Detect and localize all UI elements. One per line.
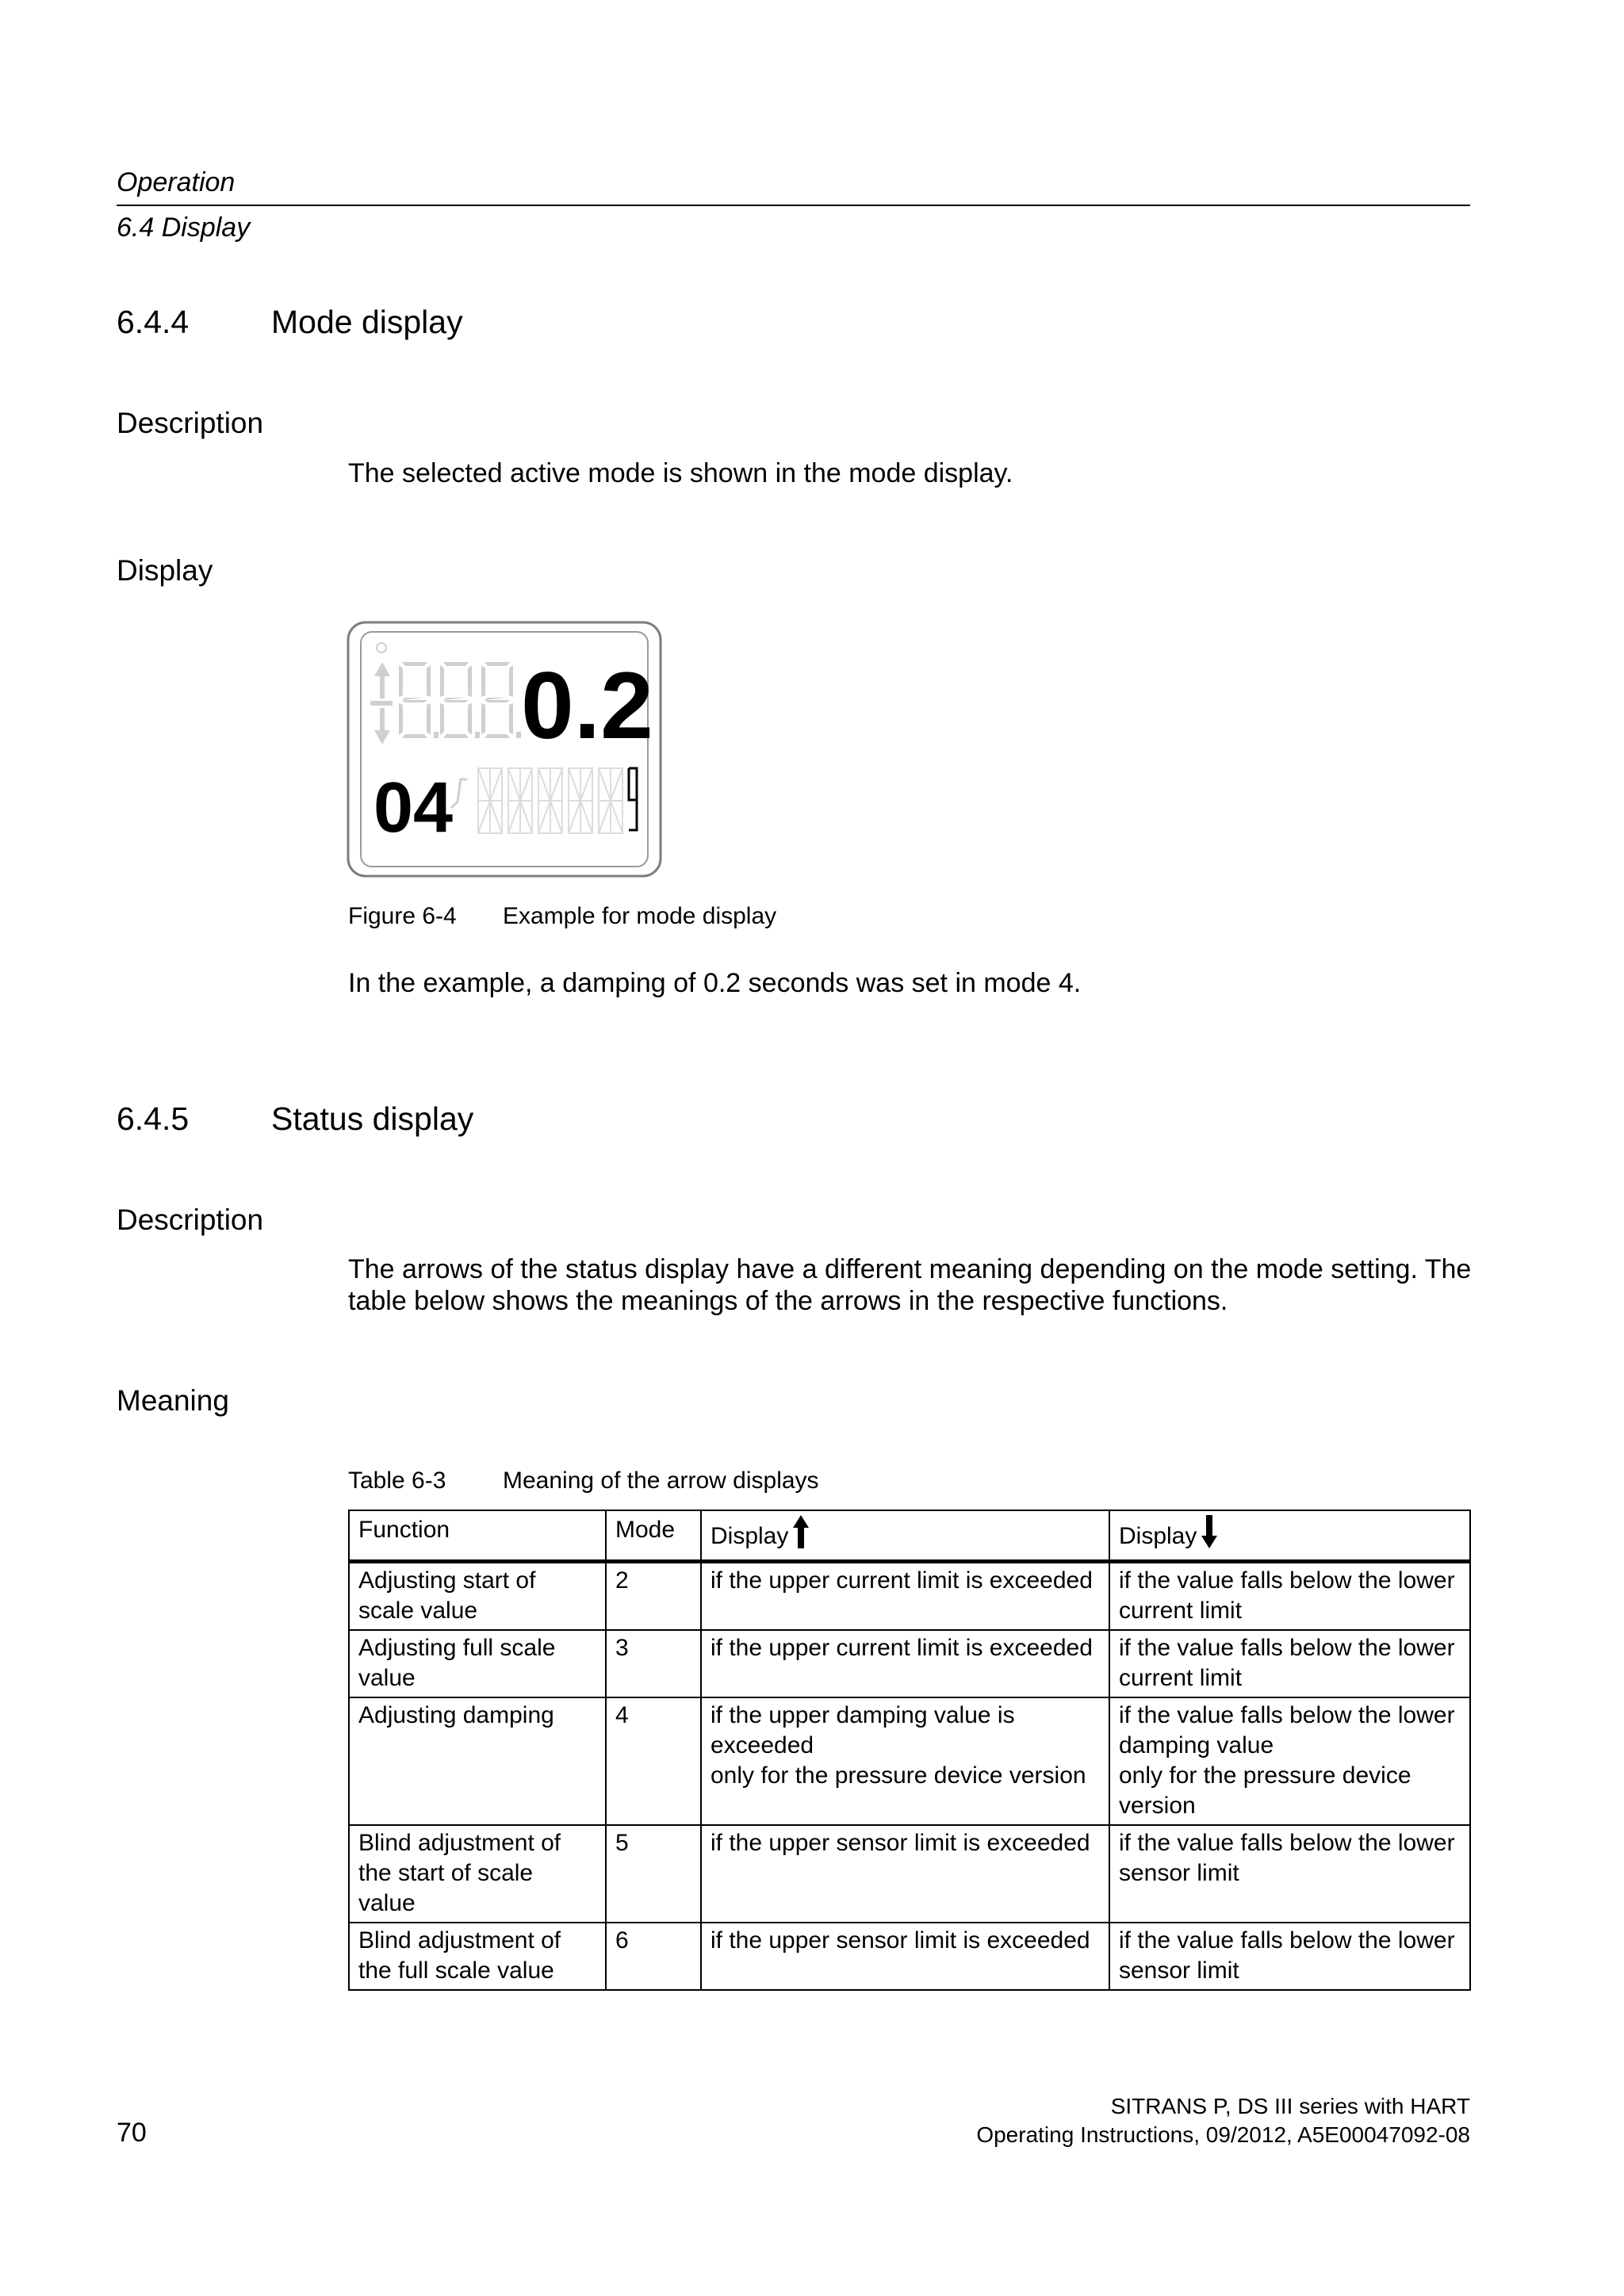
header-rule xyxy=(117,205,1470,206)
cell-display-up-line: if the upper current limit is exceeded xyxy=(710,1635,1093,1661)
cell-function-line: Adjusting damping xyxy=(358,1702,554,1728)
cell-display-down-line: version xyxy=(1119,1793,1196,1819)
cell-display-down-line: sensor limit xyxy=(1119,1860,1239,1886)
table-row xyxy=(349,1697,1470,1825)
cell-display-down xyxy=(1109,1923,1470,1990)
section-title: Mode display xyxy=(271,304,463,340)
lcd-mode-display-figure xyxy=(347,621,662,878)
cell-mode: 5 xyxy=(606,1825,701,1923)
cell-function-line: the full scale value xyxy=(358,1957,554,1984)
cell-display-down-line: if the value falls below the lower xyxy=(1119,1830,1455,1856)
cell-function-line: Adjusting full scale xyxy=(358,1635,556,1661)
figure-caption: Example for mode display xyxy=(503,903,777,929)
up-arrow-icon xyxy=(793,1515,809,1556)
cell-mode: 4 xyxy=(606,1697,701,1825)
cell-display-up xyxy=(701,1697,1109,1825)
table-header-row xyxy=(349,1510,1470,1562)
cell-display-down-line: if the value falls below the lower xyxy=(1119,1567,1455,1594)
cell-mode: 6 xyxy=(606,1923,701,1990)
cell-display-up-line: if the upper sensor limit is exceeded xyxy=(710,1830,1090,1856)
header-mode: Mode xyxy=(606,1510,701,1562)
arrow-meaning-table xyxy=(348,1510,1471,1991)
cell-display-down-line: sensor limit xyxy=(1119,1957,1239,1984)
cell-function xyxy=(349,1825,606,1923)
description-text-line1: The arrows of the status display have a different meaning depending on the mode setting. The xyxy=(348,1254,1472,1284)
section-number: 6.4.4 xyxy=(117,304,190,340)
description-text-line2: table below shows the meanings of the arrows in the respective functions. xyxy=(348,1286,1228,1316)
header-function: Function xyxy=(349,1510,606,1562)
cell-display-up xyxy=(701,1562,1109,1631)
page-number: 70 xyxy=(117,2118,147,2148)
header-display-up: Display xyxy=(701,1510,1109,1562)
footer-doc-info: Operating Instructions, 09/2012, A5E00047092-08 xyxy=(976,2122,1470,2147)
cell-display-up xyxy=(701,1825,1109,1923)
cell-function xyxy=(349,1562,606,1631)
lcd-mode-value: 04 xyxy=(373,768,454,848)
cell-function-line: Blind adjustment of xyxy=(358,1927,561,1954)
cell-display-up xyxy=(701,1923,1109,1990)
cell-display-down-line: damping value xyxy=(1119,1732,1274,1758)
cell-display-up-line: exceeded xyxy=(710,1732,814,1758)
cell-function-line: scale value xyxy=(358,1598,478,1624)
cell-function-line: value xyxy=(358,1665,416,1691)
cell-display-down xyxy=(1109,1825,1470,1923)
down-arrow-icon xyxy=(1201,1515,1217,1556)
footer-product: SITRANS P, DS III series with HART xyxy=(1110,2094,1470,2118)
meaning-heading: Meaning xyxy=(117,1384,229,1417)
cell-mode: 3 xyxy=(606,1630,701,1697)
running-header-chapter: Operation xyxy=(117,167,236,197)
cell-display-up xyxy=(701,1630,1109,1697)
section-number: 6.4.5 xyxy=(117,1100,190,1137)
cell-display-down-line: only for the pressure device xyxy=(1119,1762,1411,1789)
cell-function xyxy=(349,1630,606,1697)
figure-label: Figure 6-4 xyxy=(348,903,457,929)
cell-display-down-line: if the value falls below the lower xyxy=(1119,1635,1455,1661)
lcd-main-value: 0.2 xyxy=(521,652,653,759)
cell-function xyxy=(349,1923,606,1990)
cell-display-down-line: if the value falls below the lower xyxy=(1119,1927,1455,1954)
cell-display-down xyxy=(1109,1697,1470,1825)
example-text: In the example, a damping of 0.2 seconds was set in mode 4. xyxy=(348,968,1082,998)
cell-display-down-line: if the value falls below the lower xyxy=(1119,1702,1455,1728)
display-heading: Display xyxy=(117,554,213,587)
description-text: The selected active mode is shown in the mode display. xyxy=(348,458,1013,488)
cell-function-line: the start of scale value xyxy=(358,1860,534,1916)
cell-display-down xyxy=(1109,1630,1470,1697)
cell-display-down-line: current limit xyxy=(1119,1665,1243,1691)
running-header-section: 6.4 Display xyxy=(117,212,251,243)
section-title: Status display xyxy=(271,1100,474,1137)
header-display-down: Display xyxy=(1109,1510,1470,1562)
cell-function-line: Blind adjustment of xyxy=(358,1830,561,1856)
table-row xyxy=(349,1923,1470,1990)
cell-display-up-line: if the upper sensor limit is exceeded xyxy=(710,1927,1090,1954)
table-row xyxy=(349,1630,1470,1697)
cell-function xyxy=(349,1697,606,1825)
table-label: Table 6-3 xyxy=(348,1468,446,1494)
cell-mode: 2 xyxy=(606,1562,701,1631)
table-row xyxy=(349,1562,1470,1631)
cell-display-down xyxy=(1109,1562,1470,1631)
description-heading: Description xyxy=(117,407,264,439)
cell-display-down-line: current limit xyxy=(1119,1598,1243,1624)
cell-display-up-line: if the upper current limit is exceeded xyxy=(710,1567,1093,1594)
cell-function-line: Adjusting start of xyxy=(358,1567,536,1594)
description-heading: Description xyxy=(117,1203,264,1236)
cell-display-up-line: only for the pressure device version xyxy=(710,1762,1086,1789)
cell-display-up-line: if the upper damping value is xyxy=(710,1702,1015,1728)
table-row xyxy=(349,1825,1470,1923)
table-caption: Meaning of the arrow displays xyxy=(503,1468,819,1494)
